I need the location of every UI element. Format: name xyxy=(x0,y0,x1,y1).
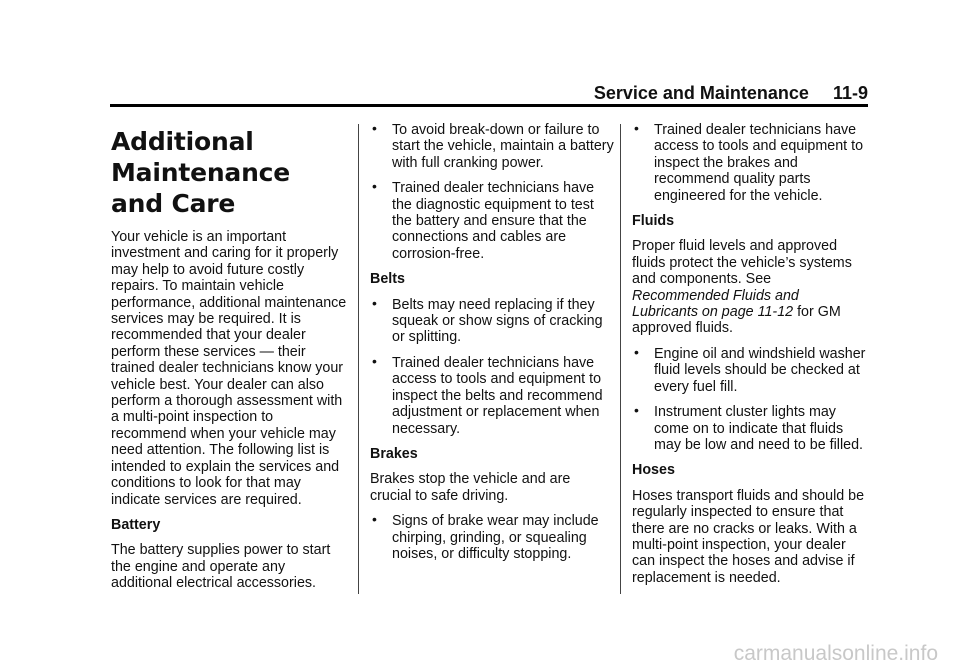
list-item-text: To avoid break-down or failure to start the vehicle, maintain a battery with full cranking power. xyxy=(392,122,614,171)
bullet-icon: • xyxy=(372,511,377,528)
list-item xyxy=(632,343,868,395)
fluids-text: Proper fluid levels and approved fluids protect the vehicle’s systems and components. See xyxy=(632,238,852,288)
page-number: 11-9 xyxy=(832,83,868,103)
section-heading: Additional Maintenance and Care xyxy=(111,127,291,218)
section-title: Service and Maintenance xyxy=(593,83,809,103)
bullet-icon: • xyxy=(372,352,377,369)
list-item-text: Trained dealer technicians have access to tools and equipment to inspect the belts and recommend adjustment or replacement when necessary. xyxy=(392,354,603,437)
hoses-heading: Hoses xyxy=(632,462,675,479)
watermark: carmanualsonline.info xyxy=(733,642,938,665)
battery-heading: Battery xyxy=(111,516,161,533)
list-item xyxy=(632,404,868,453)
cross-reference-link[interactable]: Recommended Fluids and Lubricants on page 11-12 xyxy=(632,287,799,321)
bullet-icon: • xyxy=(372,120,377,136)
hoses-paragraph: Hoses transport fluids and should be regularly inspected to ensure that there are no cracks or leaks. With a multi-point inspection, your dealer can inspect the hoses and advise if replacement is needed. xyxy=(632,487,865,586)
belts-heading: Belts xyxy=(370,271,405,288)
page-header xyxy=(110,82,868,104)
fluids-paragraph xyxy=(632,238,868,336)
intro-paragraph: Your vehicle is an important investment and caring for it properly may help to avoid future costly repairs. To maintain vehicle performance, additional maintenance services may be required. It is recommended that your dealer perform these services — their trained dealer technicians know your vehicle best. Your dealer can also perform a thorough assessment with a multi-point inspection to recommend when your vehicle may need attention. The following list is intended to explain the services and conditions to look for that may indicate services are required. xyxy=(111,229,347,508)
list-item-text: Belts may need replacing if they squeak or show signs of cracking or splitting. xyxy=(392,296,603,346)
column-3 xyxy=(632,122,868,595)
list-item xyxy=(370,180,615,262)
bullet-icon: • xyxy=(634,402,639,419)
list-item-text: Instrument cluster lights may come on to indicate that fluids may be low and need to be filled. xyxy=(654,404,864,453)
column-1 xyxy=(111,122,349,601)
bullet-icon: • xyxy=(372,178,377,195)
header-rule xyxy=(110,104,868,107)
fluids-text-end: for GM approved fluids. xyxy=(632,304,841,337)
bullet-icon: • xyxy=(372,294,377,311)
list-item xyxy=(632,122,868,204)
list-item-text: Signs of brake wear may include chirping, grinding, or squealing noises, or difficulty stopping. xyxy=(392,513,599,562)
list-item xyxy=(370,513,615,562)
battery-paragraph: The battery supplies power to start the engine and operate any additional electrical accessories. xyxy=(111,542,331,592)
column-divider-1 xyxy=(358,124,359,594)
list-item-text: Trained dealer technicians have access to tools and equipment to inspect the brakes and recommend quality parts engineered for the vehicle. xyxy=(654,122,864,204)
list-item xyxy=(370,352,615,437)
brakes-heading: Brakes xyxy=(370,445,418,462)
fluids-heading: Fluids xyxy=(632,213,675,230)
bullet-icon: • xyxy=(634,343,639,360)
list-item xyxy=(370,122,615,171)
column-divider-2 xyxy=(620,124,621,594)
bullet-icon: • xyxy=(634,120,639,136)
column-2 xyxy=(370,122,615,571)
brakes-paragraph: Brakes stop the vehicle and are crucial to safe driving. xyxy=(370,471,571,504)
list-item-text: Engine oil and windshield washer fluid levels should be checked at every fuel fill. xyxy=(654,345,866,395)
list-item-text: Trained dealer technicians have the diagnostic equipment to test the battery and ensure that the connections and cables are corrosion-free. xyxy=(392,180,595,262)
list-item xyxy=(370,294,615,346)
